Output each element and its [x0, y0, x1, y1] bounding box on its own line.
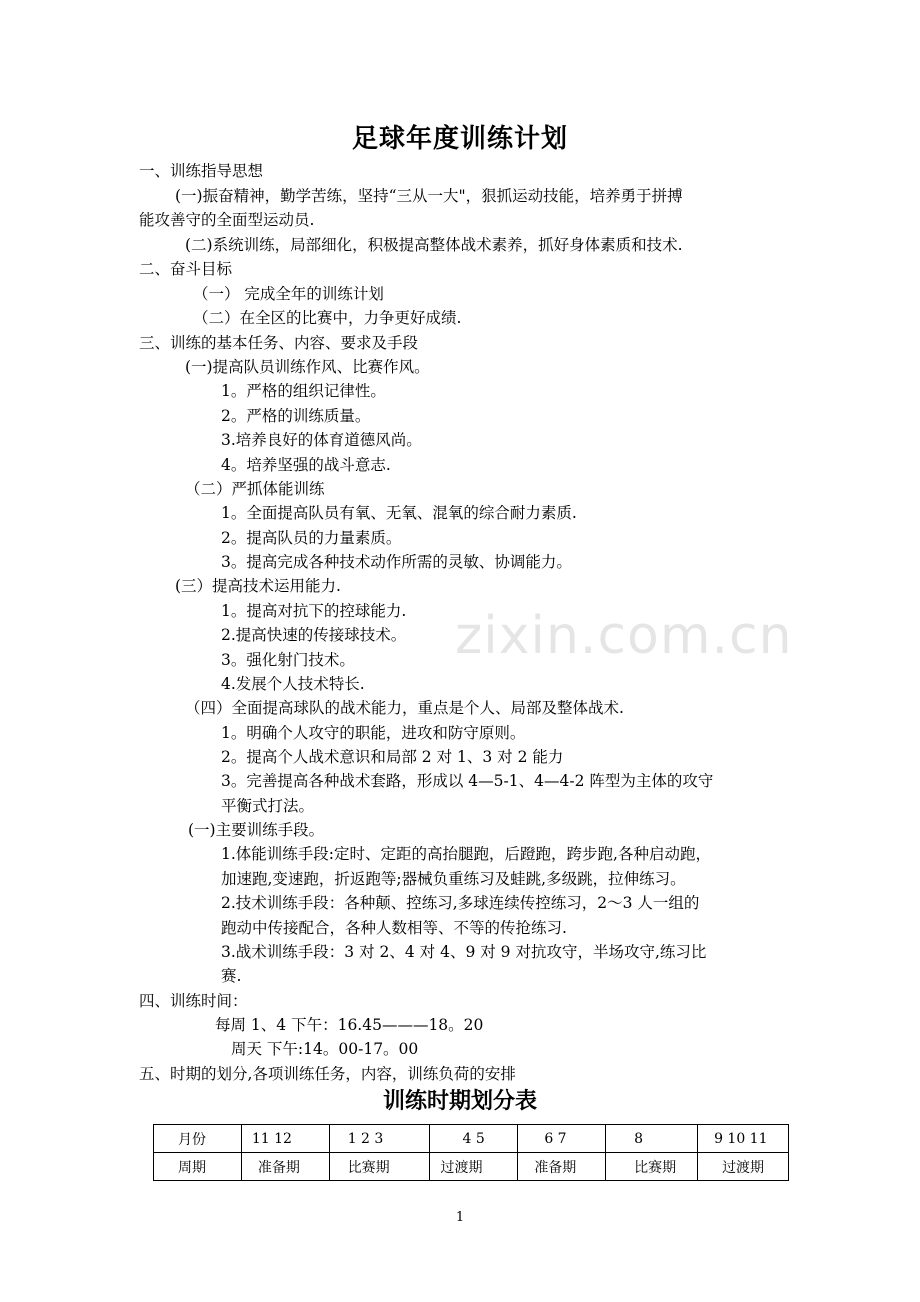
s3-item-a4: 4。培养坚强的战斗意志. — [221, 456, 391, 474]
table-cell: 准备期 — [241, 1153, 329, 1181]
section-3-heading: 三、训练的基本任务、内容、要求及手段 — [139, 334, 419, 352]
s3-item-d3: 3。完善提高各种战术套路，形成以 4—5-1、4—4-2 阵型为主体的攻守 — [221, 772, 714, 790]
s4-time-2: 周天 下午:14。00-17。00 — [231, 1040, 419, 1058]
table-cell: 比赛期 — [329, 1153, 430, 1181]
s3-item-c1: 1。提高对抗下的控球能力. — [221, 602, 407, 620]
s3-item-a3: 3.培养良好的体育道德风尚。 — [221, 431, 422, 449]
s3-item-d1: 1。明确个人攻守的职能，进攻和防守原则。 — [221, 724, 526, 742]
s1-paragraph-1: (一)振奋精神，勤学苦练，坚持“三从一大"，狠抓运动技能，培养勇于拼搏 — [175, 187, 683, 205]
s3-item-c3: 3。强化射门技术。 — [221, 651, 355, 669]
section-5-heading: 五、时期的划分,各项训练任务，内容，训练负荷的安排 — [139, 1065, 516, 1083]
table-cell: 比赛期 — [606, 1153, 698, 1181]
document-title: 足球年度训练计划 — [351, 124, 568, 154]
page-number: 1 — [455, 1210, 465, 1225]
section-4-heading: 四、训练时间： — [139, 992, 248, 1010]
table-cell: 8 — [606, 1125, 698, 1153]
s4-time-1: 每周 1、4 下午：16.45———18。20 — [215, 1016, 484, 1034]
s3-item-e1: 1.体能训练手段:定时、定距的高抬腿跑，后蹬跑，跨步跑,各种启动跑， — [221, 845, 711, 863]
table-row-month — [154, 1125, 789, 1153]
s3-item-b3: 3。提高完成各种技术动作所需的灵敏、协调能力。 — [221, 553, 572, 571]
s3-item-b2: 2。提高队员的力量素质。 — [221, 529, 402, 547]
s1-paragraph-2: (二)系统训练，局部细化，积极提高整体战术素养，抓好身体素质和技术. — [185, 236, 683, 254]
s3-item-c4: 4.发展个人技术特长. — [221, 675, 365, 693]
s3-item-a1: 1。严格的组织记律性。 — [221, 382, 386, 400]
table-cell: 11 12 — [241, 1125, 329, 1153]
s3-item-e1-cont: 加速跑,变速跑，折返跑等;器械负重练习及蛙跳,多级跳，拉伸练习。 — [221, 870, 686, 888]
s3-item-e: (一)主要训练手段。 — [188, 821, 325, 839]
s2-goal-2: （二）在全区的比赛中，力争更好成绩. — [193, 309, 462, 327]
table-cell: 月份 — [154, 1125, 242, 1153]
period-table — [153, 1124, 789, 1181]
table-cell: 周期 — [154, 1153, 242, 1181]
table-cell: 1 2 3 — [329, 1125, 430, 1153]
table-cell: 4 5 — [430, 1125, 518, 1153]
s2-goal-1: （一） 完成全年的训练计划 — [193, 285, 384, 303]
table-cell: 过渡期 — [430, 1153, 518, 1181]
s3-item-c: (三）提高技术运用能力. — [175, 577, 341, 595]
s3-item-e2: 2.技术训练手段：各种颠、控练习,多球连续传控练习，2～3 人一组的 — [221, 894, 700, 912]
table-cell: 准备期 — [518, 1153, 606, 1181]
s3-item-e3: 3.战术训练手段：3 对 2、4 对 4、9 对 9 对抗攻守，半场攻守,练习比 — [221, 943, 707, 961]
s3-item-a: (一)提高队员训练作风、比赛作风。 — [185, 358, 430, 376]
section-1-heading: 一、训练指导思想 — [139, 162, 264, 180]
table-cell: 9 10 11 — [698, 1125, 789, 1153]
s3-item-e3-cont: 赛. — [221, 967, 242, 985]
s3-item-a2: 2。严格的训练质量。 — [221, 407, 371, 425]
table-cell: 过渡期 — [698, 1153, 789, 1181]
s3-item-d: （四）全面提高球队的战术能力，重点是个人、局部及整体战术. — [185, 699, 624, 717]
s3-item-b1: 1。全面提高队员有氧、无氧、混氧的综合耐力素质. — [221, 504, 577, 522]
watermark: zixin.com.cn — [455, 606, 793, 666]
s3-item-b: （二）严抓体能训练 — [185, 480, 325, 498]
s3-item-c2: 2.提高快速的传接球技术。 — [221, 626, 407, 644]
s3-item-d3-cont: 平衡式打法。 — [221, 797, 315, 815]
s1-paragraph-1-cont: 能攻善守的全面型运动员. — [139, 211, 315, 229]
section-2-heading: 二、奋斗目标 — [139, 260, 233, 278]
table-title: 训练时期划分表 — [382, 1089, 537, 1114]
table-row-period — [154, 1153, 789, 1181]
table-cell: 6 7 — [518, 1125, 606, 1153]
s3-item-d2: 2。提高个人战术意识和局部 2 对 1、3 对 2 能力 — [221, 748, 564, 766]
s3-item-e2-cont: 跑动中传接配合，各种人数相等、不等的传抢练习. — [221, 919, 567, 937]
